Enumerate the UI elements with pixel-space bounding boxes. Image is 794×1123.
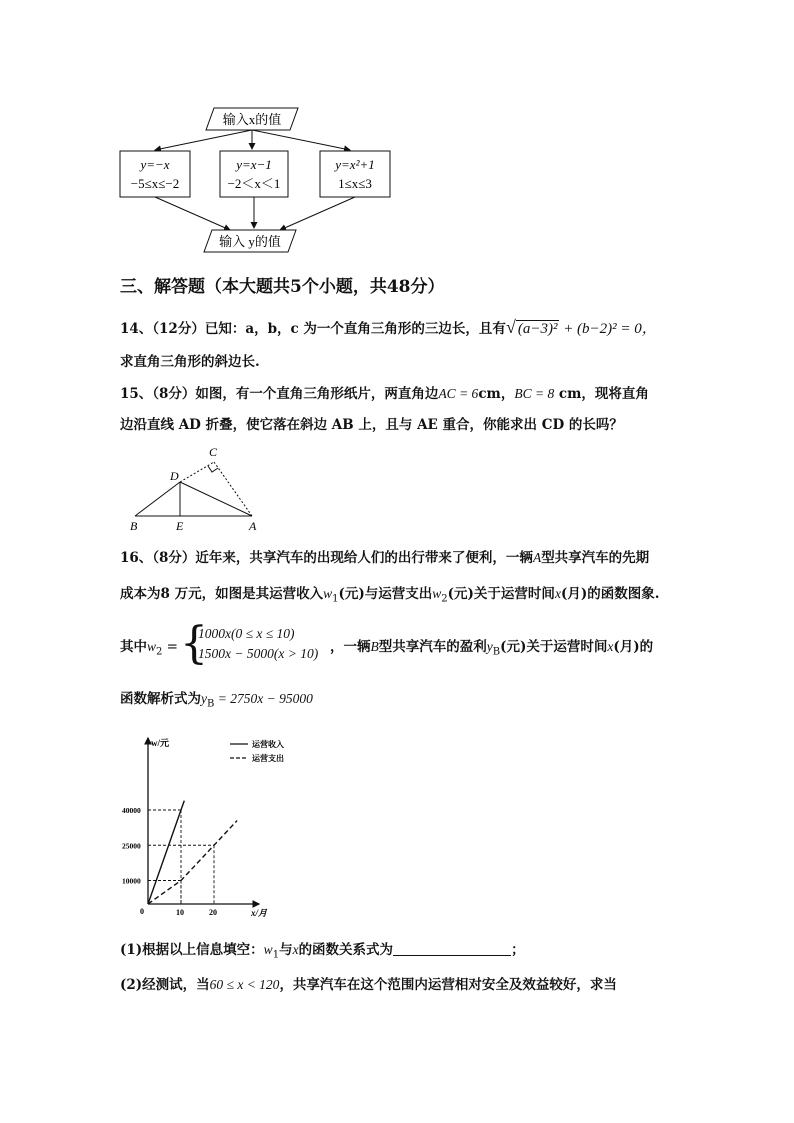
q16-sub2-range: 60 ≤ x < 120 <box>209 977 280 992</box>
flow-input-text: 输入x的值 <box>222 112 282 127</box>
q16-sub2 <box>120 976 617 994</box>
flow-branch-3-domain: 1≤x≤3 <box>338 176 372 191</box>
q16-line4-sub: B <box>207 698 215 710</box>
brace: { <box>180 618 208 669</box>
x-axis-label: x/月 <box>251 908 268 918</box>
q16-sub2-a: (2)经测试，当 <box>120 977 210 993</box>
q16-sub1-c: 的函数关系式为 <box>298 942 394 958</box>
flow-arrow-right <box>252 130 350 150</box>
series-line-expense <box>148 821 237 904</box>
q16-sub1-end: ； <box>511 942 525 958</box>
q15-line2: 边沿直线 AD 折叠，使它落在斜边 AB 上，且与 AE 重合，你能求出 CD 的长吗？ <box>120 417 623 433</box>
q14-line1 <box>120 318 657 338</box>
segment-BD <box>135 482 180 516</box>
q16-sub1-w: w <box>263 942 273 957</box>
flowchart <box>100 98 400 258</box>
label-A: A <box>249 519 257 533</box>
flow-branch-2-domain: −2＜x＜1 <box>227 176 281 191</box>
q16-line3-a: 其中 <box>120 639 147 655</box>
q16-line2-d: (月)的函数图象. <box>560 586 660 602</box>
q15-ac: AC = 6 <box>438 386 479 401</box>
legend-label-1: 运营支出 <box>252 754 284 763</box>
label-C: C <box>209 445 218 459</box>
q14-expression: √ (a−3)² + (b−2)² = 0， <box>505 317 657 337</box>
q14-line2: 求直角三角形的斜边长. <box>120 354 260 370</box>
flow-arrow-out-right <box>280 197 355 230</box>
y-axis-label: w/元 <box>151 738 170 748</box>
q16-sub1 <box>120 941 525 965</box>
q16-yB-sub: B <box>492 646 501 658</box>
y-tick-10000: 10000 <box>122 876 141 886</box>
segment-CA <box>214 462 252 516</box>
q16-line1-text: 16、（8分）近年来，共享汽车的出现给人们的出行带来了便利，一辆 <box>120 550 533 566</box>
flow-branch-3-formula: y=x²+1 <box>335 157 375 172</box>
q16-w2-eq: w <box>147 639 157 654</box>
q16-B: B <box>370 639 379 654</box>
q16-line3-x: x <box>607 639 614 654</box>
q16-line-chart <box>118 728 298 924</box>
q16-line1-A: A <box>532 550 542 565</box>
right-angle-mark <box>208 466 218 472</box>
label-B: B <box>130 519 138 533</box>
x-tick-10: 10 <box>176 908 184 917</box>
answer-blank[interactable] <box>393 941 511 956</box>
q15-line1-text: 15、（8分）如图，有一个直角三角形纸片，两直角边 <box>120 386 439 402</box>
segment-DA <box>180 482 252 516</box>
q16-line4-eq: = 2750x − 95000 <box>214 691 313 706</box>
q16-line4 <box>120 690 313 714</box>
q16-piece1: 1000x(0 ≤ x ≤ 10) <box>198 626 295 641</box>
q16-piece2: 1500x − 5000(x > 10) <box>198 646 319 661</box>
q16-yB: y <box>486 639 493 654</box>
q16-sub1-x: x <box>292 942 299 957</box>
q15-unit2: cm，现将直角 <box>554 386 649 402</box>
q16-line3-d: (元)关于运营时间 <box>500 639 608 655</box>
q15-line1 <box>120 385 649 403</box>
q15-bc: BC = 8 <box>514 386 555 401</box>
q16-line3-b: ，一辆 <box>330 639 371 655</box>
q16-eq-sign: = <box>162 639 178 655</box>
flow-output-text: 输入 y的值 <box>219 234 281 249</box>
q15-triangle-figure <box>120 440 280 535</box>
flow-arrow-out-left <box>155 197 230 230</box>
q16-w1-sub: 1 <box>332 593 339 605</box>
flow-arrow-left <box>155 130 252 150</box>
series-line-income <box>148 801 184 904</box>
q16-x: x <box>554 586 561 601</box>
q14-line1-text: 14、（12分）已知：a，b，c 为一个直角三角形的三边长，且有 <box>120 321 506 337</box>
q16-line2-a: 成本为8 万元，如图是其运营收入 <box>120 586 324 602</box>
q16-w1: w <box>323 586 333 601</box>
q15-unit1: cm， <box>478 386 515 402</box>
q14-expr-root: (a−3)² <box>517 321 558 337</box>
q16-line4-y: y <box>201 691 207 706</box>
origin-label: 0 <box>140 907 144 916</box>
q16-line3-prefix <box>120 638 178 662</box>
q16-line2-b: (元)与运营支出 <box>338 586 433 602</box>
q16-line2-c: (元)关于运营时间 <box>447 586 555 602</box>
y-tick-40000: 40000 <box>122 806 141 815</box>
q16-sub2-b: ，共享汽车在这个范围内运营相对安全及效益较好，求当 <box>279 977 617 993</box>
q16-w2-sub: 2 <box>441 593 448 605</box>
legend-label-0: 运营收入 <box>252 740 284 749</box>
label-E: E <box>176 519 184 533</box>
flow-branch-1-formula: y=−x <box>140 157 170 172</box>
q16-piecewise <box>198 624 318 664</box>
q16-line3-e: (月)的 <box>613 639 654 655</box>
q16-line4-a: 函数解析式为 <box>120 691 201 707</box>
q16-line1 <box>120 549 649 567</box>
flow-branch-1-domain: −5≤x≤−2 <box>130 176 180 191</box>
y-tick-25000: 25000 <box>122 841 141 851</box>
x-tick-20: 20 <box>209 908 217 917</box>
q14-expr-rest: + (b−2)² = 0， <box>559 321 657 337</box>
q16-line2 <box>120 585 659 609</box>
q16-line1-end: 型共享汽车的先期 <box>541 550 650 566</box>
q16-sub1-w-sub: 1 <box>272 949 280 961</box>
q16-w2: w <box>432 586 442 601</box>
flow-branch-2-formula: y=x−1 <box>236 157 272 172</box>
label-D: D <box>170 469 179 483</box>
q16-line3-rest <box>330 638 653 662</box>
q16-sub1-b: 与 <box>279 942 293 958</box>
section-title: 三、解答题（本大题共5个小题，共48分） <box>120 277 445 297</box>
q16-sub1-a: (1)根据以上信息填空： <box>120 942 264 958</box>
q16-line3-c: 型共享汽车的盈利 <box>378 639 487 655</box>
segment-DC <box>180 462 214 482</box>
q16-w2-eq-sub: 2 <box>156 646 163 658</box>
